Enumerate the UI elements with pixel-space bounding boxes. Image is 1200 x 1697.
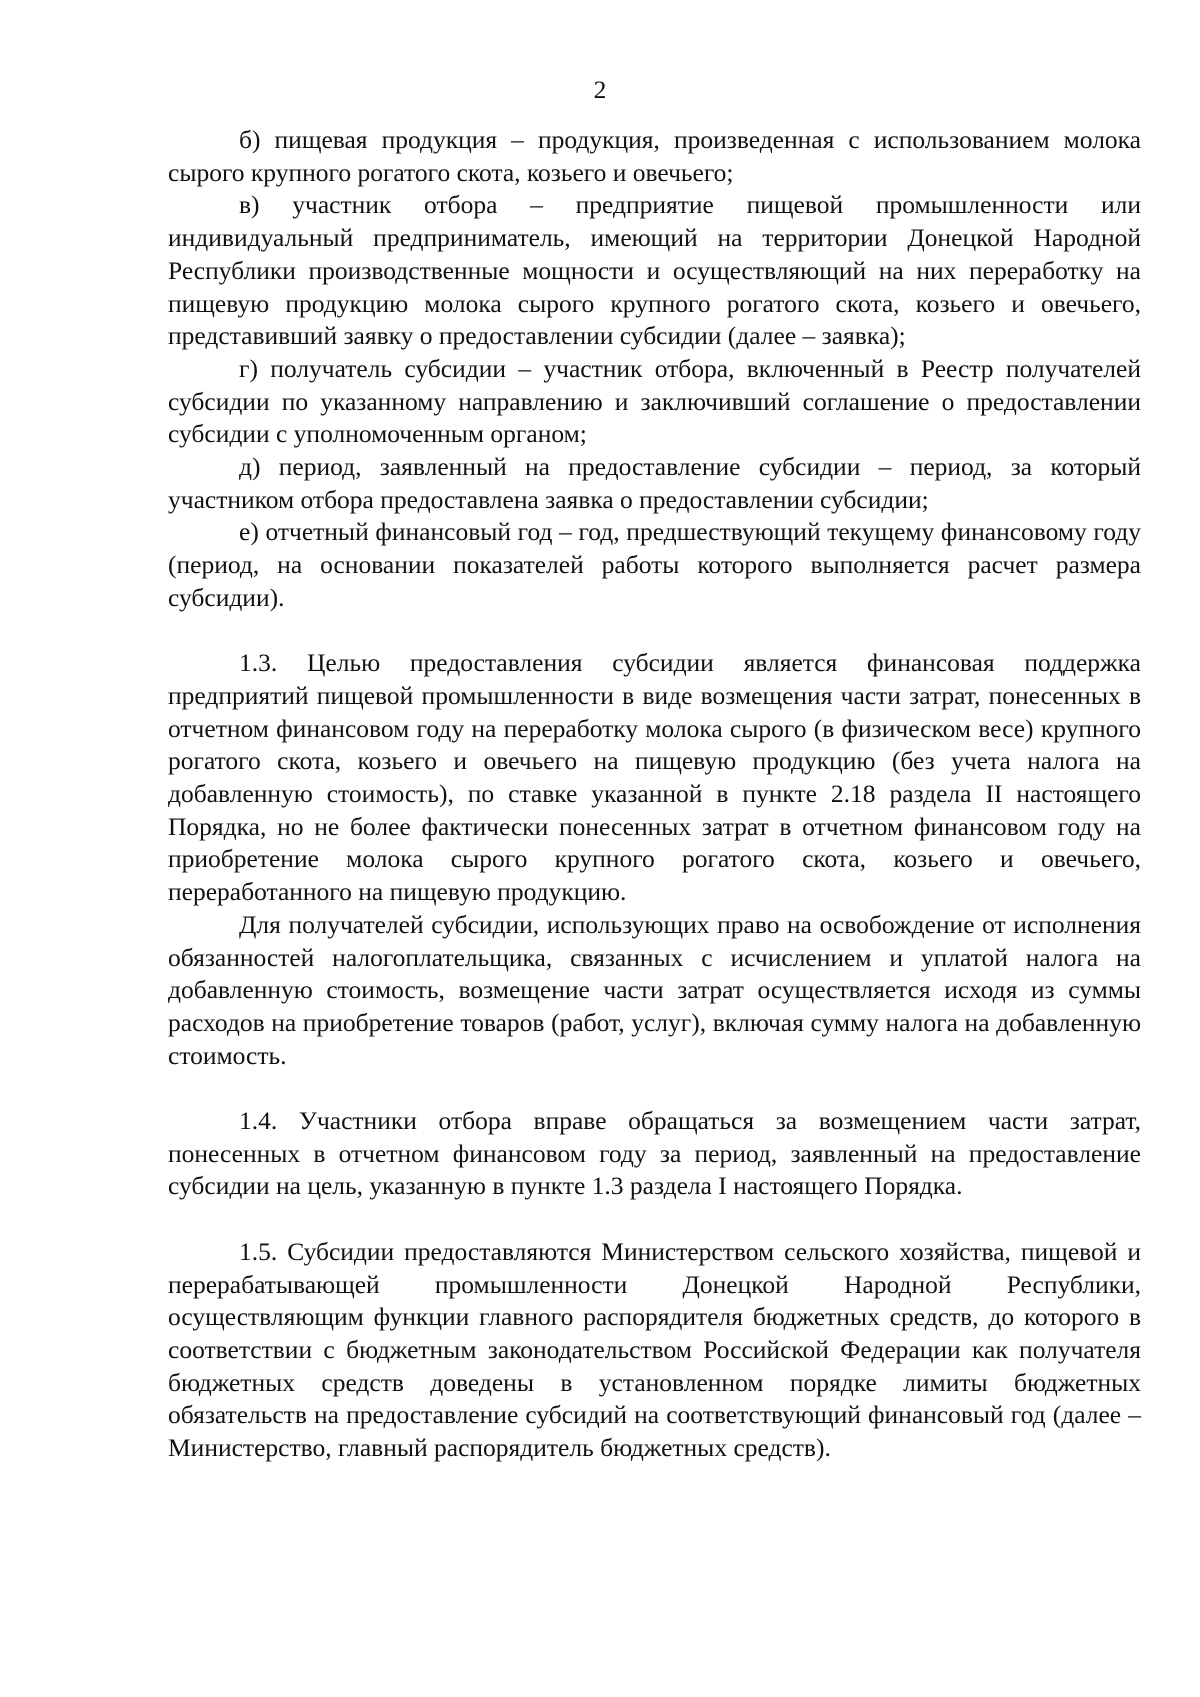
- paragraph-spacer: [168, 615, 1141, 648]
- document-body: [168, 124, 1141, 1465]
- paragraph-section-1-3-continued: Для получателей субсидии, использующих право на освобождение от исполнения обязанностей налогоплательщика, связанных с исчислением и уплатой налога на добавленную стоимость, возмещение части затрат осуществляется исходя из суммы расходов на приобретение товаров (работ, услуг), включая сумму налога на добавленную стоимость.: [168, 909, 1141, 1070]
- paragraph-definition-b: б) пищевая продукция – продукция, произведенная с использованием молока сырого крупного рогатого скота, козьего и овечьего;: [168, 125, 1141, 187]
- paragraph-definition-e: е) отчетный финансовый год – год, предшествующий текущему финансовому году (период, на основании показателей работы которого выполняется расчет размера субсидии).: [168, 517, 1141, 612]
- paragraph-definition-v: в) участник отбора – предприятие пищевой промышленности или индивидуальный предприниматель, имеющий на территории Донецкой Народной Республики производственные мощности и осуществляющий на них переработку на пищевую продукцию молока сырого крупного рогатого скота, козьего и овечьего, представивший заявку о предоставлении субсидии (далее – заявка);: [168, 190, 1141, 351]
- paragraph-section-1-3: 1.3. Целью предоставления субсидии является финансовая поддержка предприятий пищевой промышленности в виде возмещения части затрат, понесенных в отчетном финансовом году на переработку молока сырого (в физическом весе) крупного рогатого скота, козьего и овечьего на пищевую продукцию (без учета налога на добавленную стоимость), по ставке указанной в пункте 2.18 раздела II настоящего Порядка, но не более фактически понесенных затрат в отчетном финансовом году на приобретение молока сырого крупного рогатого скота, козьего и овечьего, переработанного на пищевую продукцию.: [168, 648, 1141, 907]
- paragraph-spacer: [168, 1203, 1141, 1236]
- paragraph-section-1-5: 1.5. Субсидии предоставляются Министерством сельского хозяйства, пищевой и перерабатывающей промышленности Донецкой Народной Республики, осуществляющим функции главного распорядителя бюджетных средств, до которого в соответствии с бюджетным законодательством Российской Федерации как получателя бюджетных средств доведены в установленном порядке лимиты бюджетных обязательств на предоставление субсидий на соответствующий финансовый год (далее – Министерство, главный распорядитель бюджетных средств).: [168, 1236, 1141, 1463]
- paragraph-section-1-4: 1.4. Участники отбора вправе обращаться за возмещением части затрат, понесенных в отчетном финансовом году за период, заявленный на предоставление субсидии на цель, указанную в пункте 1.3 раздела I настоящего Порядка.: [168, 1106, 1141, 1201]
- paragraph-definition-d: д) период, заявленный на предоставление субсидии – период, за который участником отбора предоставлена заявка о предоставлении субсидии;: [168, 452, 1141, 514]
- paragraph-definition-g: г) получатель субсидии – участник отбора, включенный в Реестр получателей субсидии по указанному направлению и заключивший соглашение о предоставлении субсидии с уполномоченным органом;: [168, 353, 1141, 449]
- page-number: 2: [593, 75, 607, 104]
- paragraph-spacer: [168, 1072, 1141, 1105]
